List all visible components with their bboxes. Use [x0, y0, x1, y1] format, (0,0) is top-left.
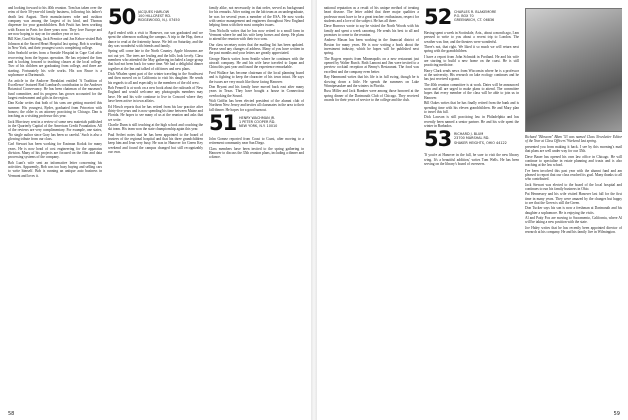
right-column-1 — [324, 6, 419, 408]
paragraph: family alike, not necessarily in that order, served as background for his remarks. After noting on the lab team as an undergraduate, he was for several years a member of the ESA. He now works with senior management and engineers throughout New England helping firms with their most complex issues. — [209, 6, 304, 28]
class-entry-header — [424, 8, 519, 28]
paragraph: Class members have been invited to the spring gathering in Hanover to discuss the 35th reunion plans, including a dinner and a dance. — [209, 146, 304, 160]
paragraph: Dave Bauer has opened his own law office in Chicago. He will continue to specialize in estate planning and trusts and is also teaching at the law school. — [525, 154, 622, 168]
class-year-number: 52 — [424, 6, 452, 29]
class-entry-header — [209, 110, 304, 135]
photo-caption: Richard "Blossom" Blum '53 was named Class Newsletter Editor of the Year at Class Officers' Weekend last spring. — [525, 135, 622, 144]
secretary-address — [454, 10, 496, 23]
paragraph: I have a report from John Schmidt in Portland. He and his wife are starting to build a new home on the coast. He is still practicing medicine. — [424, 54, 519, 68]
portrait-photo — [525, 8, 622, 132]
page-number: 59 — [613, 411, 620, 417]
paragraph: The Rogers reports from Minneapolis on a new restaurant just opened by Walter Burch. Both Lamont and Jim were invited to a preview cocktail reception at Benny's Restaurant. The food was excellent and the company even better. — [324, 56, 419, 74]
paragraph: Having spent a week in Scottsdale, Ariz., about a month ago, I am pressed to write to you about a recent trip to London. The weather was fine, and the theaters were wonderful. — [424, 31, 519, 44]
secretary-city: GREENWICH, CT. 06836 — [454, 18, 495, 23]
secretary-city: NEW YORK, N.Y. 10010 — [239, 124, 278, 129]
paragraph: Ed Hirsch reports that he has retired from his law practice after thirty-five years and is now spending his time between Maine and Florida. He hopes to see many of us at the reunion and asks that we write. — [108, 104, 203, 122]
class-year-number: 50 — [108, 6, 136, 29]
right-column-3 — [525, 6, 622, 408]
secretary-city: SHAKER HEIGHTS, OHIO 44122 — [454, 140, 507, 145]
paragraph: George Harris writes from Seattle where he continues with the aircraft company. He and his wife have traveled to Japan and China this past year and found the experience remarkable. — [209, 56, 304, 70]
secretary-address — [138, 10, 180, 23]
paragraph: There's not, that right. We liked it so much we will return next spring with the grandchildren. — [424, 45, 519, 54]
paragraph: Andrew Mason has been working in the financial district of Boston for many years. He is now writing a book about the investment industry, which he hopes will be published next spring. — [324, 38, 419, 56]
paragraph: Dick Lawson is still practicing law in Philadelphia and has recently been named a senior partner. He and his wife spent the winter in Barbados. — [424, 115, 519, 128]
paragraph: Al and Patty Fox are moving to Sacramento, California, where Al will be taking a new position with the state. — [525, 215, 622, 225]
paragraph: Walt Griffin has been elected president of the alumni club of Northern New Jersey and invites all classmates in the area to their fall dinner. He hopes for a good turnout. — [209, 98, 304, 112]
right-column-2 — [424, 6, 519, 408]
paragraph: Carl Stewart has been working for Eastman Kodak for many years. He is now head of cost engineering for the apparatus division. Many of his projects are focused on the film and data processing systems of the company. — [8, 142, 102, 160]
paragraph: and looking forward to his 40th reunion. Tom has taken over the reins of their 50-year-old family business, following his father's death last August. Their manufacturers robe and cushion company was among the largest of its kind, and Thomas dispenser for your grandchildren. Bob Pruitt has been working with Exxon in Paris for three years now. They love Europe and are now hoping to stay on for another year or two. — [8, 6, 102, 37]
secretary-street: 1 PETER COOPER RD. — [239, 120, 276, 125]
paragraph: Fred Wallace has become chairman of the local planning board and is fighting to keep the character of his town intact. He says the issues are very much like those facing Hanover. — [209, 70, 304, 84]
page-gutter — [311, 0, 317, 420]
paragraph: Pat Hennessey and his wife visited Hanover last fall for the first time in many years. They were amazed by the changes but happy to see that the Green is still the Green. — [525, 192, 622, 205]
class-year-number: 53 — [424, 127, 452, 152]
class-entry-header — [108, 8, 203, 28]
secretary-name: HENRY WACHMAN JR. — [239, 115, 276, 120]
paragraph: national reputation as a result of his unique method of treating heart disease. The letter added that three major qualities a professor must have to be a great teacher: enthusiasm, respect for students and a love of the subject. He has all three. — [324, 6, 419, 24]
paragraph: Paul Seifert notes that he has been appointed to the board of trustees of the regional hospital and that his three grandchildren keep him and Jean very busy. He was in Hanover for Green Key weekend and found the campus changed but still recognizably our own. — [108, 132, 203, 154]
paragraph: Harry Clark sends news from Wisconsin where he is a professor at the university. His research on lake ecology continues and he has just received a grant. — [424, 68, 519, 82]
page-number: 58 — [8, 411, 15, 417]
paragraph: Ray Hammond writes that his life is in full swing, though he is slowing down a little. He spends the summers on Lake Winnipesaukee and the winters in Florida. — [324, 75, 419, 88]
paragraph: Bill Kier, Gard Stirling, Jack Prentice and Jon Kehoe visited Bob Johnson at the Sacred Heart Hospital last spring. Bob is working in New York, and their youngest son is completing college. — [8, 37, 102, 51]
left-page — [0, 0, 310, 420]
paragraph: Bob Lunt's wife sent an informative letter concerning his activities. Apparently, Bob was too busy buying and selling cars to write himself. Bob is running an antique auto business in Vermont and loves it. — [8, 160, 102, 178]
paragraph: Our class secretary notes that the mailing list has been updated. Please send any changes of address. Many of you have written in the past months and your letters are greatly appreciated. — [209, 42, 304, 56]
class-year-number: 51 — [209, 110, 237, 135]
class-entry-header — [424, 127, 519, 152]
paragraph: Bill Oakes writes that he has finally retired from the bank and is spending time with his eleven grandchildren. He and Mary plan to travel this fall. — [424, 101, 519, 114]
left-column-3 — [209, 6, 304, 408]
left-column-1 — [8, 6, 102, 408]
paragraph: Dan Kolar writes that both of his sons are getting married this summer. His youngest, Ryder, graduated from Princeton with honors; the older is an attorney practicing in Chicago. Dan is teaching as a visiting professor this year. — [8, 101, 102, 119]
paragraph: presented you from making it back. I see by this morning's mail that plans are well under way for our 35th. — [525, 144, 622, 154]
paragraph: John Gomez reported from Coast to Coast, after moving to a retirement community near San Diego. — [209, 136, 304, 146]
paragraph: Charlie Dunn is still teaching at the high school and coaching the ski team. His team won the state championship again this year. — [108, 122, 203, 132]
secretary-name: CHARLES R. BLAKEMORE — [454, 10, 497, 14]
paragraph: April ended with a visit to Hanover, our son graduated and we spent the afternoon walking the campus. A trip to the Hop, then a dance to read at the fraternity house. We left on Saturday, and the day was wonderful with friends and family. — [108, 31, 203, 49]
paragraph: Joe Haley writes that he has recently been appointed director of research at his company. He and his family live in Wilmington. — [525, 225, 622, 234]
paragraph: Jack Stewart was elected to the board of the local hospital and continues to run his family business in Ohio. — [525, 182, 622, 191]
paragraph: Bob Fennell is at work on a new book about the railroads of New England and would welcome any photographs members may have. He and his wife continue to live in Concord where they have been active in town affairs. — [108, 86, 203, 104]
secretary-street: 100 HILLCREST RD. — [138, 14, 172, 19]
paragraph: Dave Burrows wrote to say he visited the North Woods with his family and spent a week canoeing. He sends his best to all and promises to come to the reunion. — [324, 24, 419, 38]
paragraph: I've been involved this past year with the alumni fund and am pleased to report that our class reached its goal. Many thanks to all who contributed. — [525, 168, 622, 182]
paragraph: Don Tucker says his son is now a freshman at Dartmouth and his daughter a sophomore. He is enjoying the visits. — [525, 206, 622, 215]
paragraph: Russ Miller and Jack Bamber were among those honored at the spring dinner of the Dartmouth Club of Chicago. They received awards for their years of service to the college and the club. — [324, 89, 419, 102]
paragraph: Jack Morrissey sent in a review of some new materials published in the Quarterly Capital of the American Credit Foundation. All of the reviews are very complimentary. For example, one states, 'No single author since Gray has been so careful.' Such is also a glowing tribute from our class. — [8, 119, 102, 141]
paragraph: Dick Whalen spent part of the winter traveling in the Southwest and then moved on to California to visit his daughter. He sends his regards to all and especially to the members of the old crew. — [108, 72, 203, 85]
left-column-2 — [108, 6, 203, 408]
secretary-street: 23700 MARSHAL RD. — [454, 136, 490, 141]
paragraph: 'If you're at Hanover in the fall, be sure to visit the new library wing. It's a beautiful addition,' writes Tom Wells. He has been serving on the library's board of overseers. — [424, 153, 519, 166]
secretary-name: JACQUES HARLOW — [138, 10, 170, 14]
paragraph: The 40th reunion committee is at work. Dates will be announced soon and all are urged to make plans to attend. The committee hopes that every member of the class will be able to join us in Hanover. — [424, 82, 519, 100]
paragraph: Spring will come late to the North Country. Apple blossoms are not out yet. The trees are leafing and the hills look lovely. Class members who attended the May gathering included a large group that had not been back for some time. We had a delightful dinner together at the Inn and talked of old times and new plans. — [108, 49, 203, 71]
secretary-street: P.O. BOX 70 — [454, 14, 474, 19]
secretary-address — [454, 132, 507, 145]
paragraph: Tom Nicholls writes that he has now retired to a small farm in Vermont where he and his wife keep horses and sheep. He plans to attend the reunion with their two sons. — [209, 28, 304, 42]
secretary-address — [239, 116, 277, 129]
paragraph: John Seabold writes from a Seaside Hospital in Cape Cod after recovering from the bypass operation. He has rejoined the firm and is looking forward to teaching classes at the local college. Two of his children are graduating from college, and three are starting. Fortunately his wife works. His son Bruce is a sophomore at Dartmouth. — [8, 51, 102, 78]
secretary-name: RICHARD J. BLUM — [454, 132, 484, 137]
paragraph: An article in the Andover Breakfast entitled 'A Tradition of Excellence' featured Rod Lombard's contribution to the Andover Botanical Conservancy. He has been chairman of the museum's fund committee, and its progress has grown accounted for the largest endowment and gifts in the region. — [8, 78, 102, 100]
right-page — [318, 0, 628, 420]
secretary-city: RIDGEWOOD, N.J. 07450 — [138, 18, 180, 23]
paragraph: Don Bryant and his family have moved back east after many years in Texas. They have bought a house in Connecticut overlooking the Sound. — [209, 84, 304, 98]
